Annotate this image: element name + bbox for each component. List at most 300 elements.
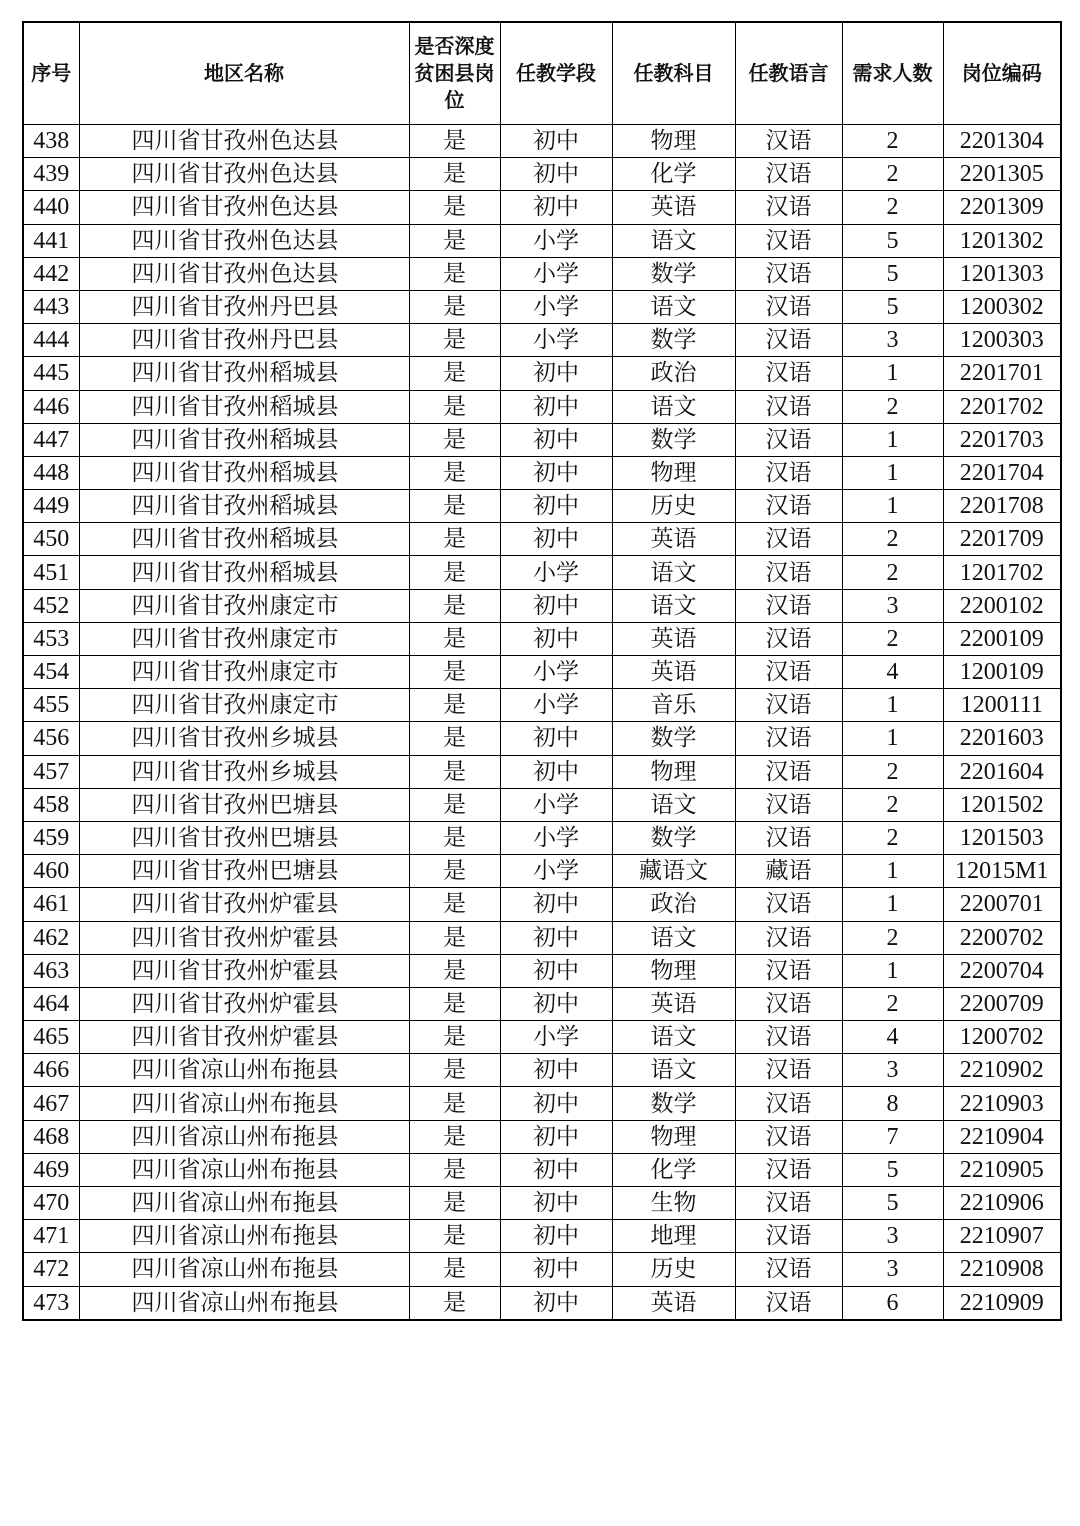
language-cell: 汉语: [735, 1120, 842, 1153]
code-cell: 2210906: [943, 1187, 1061, 1220]
language-cell: 汉语: [735, 324, 842, 357]
subject-cell: 英语: [612, 656, 735, 689]
table-row: [23, 423, 1061, 456]
seq-cell: 444: [23, 324, 79, 357]
table-row: [23, 1286, 1061, 1320]
region-cell: 四川省甘孜州稻城县: [79, 390, 409, 423]
count-cell: 5: [842, 1153, 943, 1186]
stage-cell: 初中: [500, 1153, 612, 1186]
count-cell: 2: [842, 390, 943, 423]
seq-cell: 471: [23, 1220, 79, 1253]
subject-cell: 数学: [612, 324, 735, 357]
code-cell: 2201309: [943, 191, 1061, 224]
code-cell: 1200303: [943, 324, 1061, 357]
region-cell: 四川省甘孜州康定市: [79, 589, 409, 622]
language-cell: 汉语: [735, 523, 842, 556]
seq-cell: 469: [23, 1153, 79, 1186]
count-cell: 2: [842, 523, 943, 556]
stage-cell: 小学: [500, 290, 612, 323]
stage-cell: 初中: [500, 921, 612, 954]
stage-cell: 初中: [500, 523, 612, 556]
code-cell: 2201305: [943, 158, 1061, 191]
table-row: [23, 1187, 1061, 1220]
language-cell: 汉语: [735, 556, 842, 589]
count-cell: 2: [842, 622, 943, 655]
code-cell: 2210907: [943, 1220, 1061, 1253]
subject-cell: 地理: [612, 1220, 735, 1253]
language-cell: 汉语: [735, 1286, 842, 1320]
subject-cell: 数学: [612, 1087, 735, 1120]
table-row: [23, 125, 1061, 158]
table-row: [23, 1054, 1061, 1087]
region-cell: 四川省甘孜州色达县: [79, 125, 409, 158]
subject-cell: 历史: [612, 490, 735, 523]
header-code: 岗位编码: [943, 22, 1061, 125]
poverty-cell: 是: [409, 689, 500, 722]
region-cell: 四川省凉山州布拖县: [79, 1286, 409, 1320]
language-cell: 汉语: [735, 390, 842, 423]
language-cell: 汉语: [735, 191, 842, 224]
code-cell: 2201704: [943, 456, 1061, 489]
language-cell: 汉语: [735, 224, 842, 257]
subject-cell: 数学: [612, 722, 735, 755]
poverty-cell: 是: [409, 490, 500, 523]
region-cell: 四川省甘孜州色达县: [79, 224, 409, 257]
language-cell: 藏语: [735, 855, 842, 888]
table-row: [23, 755, 1061, 788]
language-cell: 汉语: [735, 257, 842, 290]
stage-cell: 初中: [500, 191, 612, 224]
seq-cell: 446: [23, 390, 79, 423]
table-row: [23, 158, 1061, 191]
count-cell: 1: [842, 689, 943, 722]
count-cell: 3: [842, 1054, 943, 1087]
count-cell: 5: [842, 1187, 943, 1220]
table-row: [23, 987, 1061, 1020]
stage-cell: 小学: [500, 556, 612, 589]
subject-cell: 数学: [612, 821, 735, 854]
poverty-cell: 是: [409, 1021, 500, 1054]
stage-cell: 小学: [500, 855, 612, 888]
poverty-cell: 是: [409, 1054, 500, 1087]
subject-cell: 生物: [612, 1187, 735, 1220]
region-cell: 四川省甘孜州巴塘县: [79, 855, 409, 888]
code-cell: 2201701: [943, 357, 1061, 390]
count-cell: 4: [842, 656, 943, 689]
seq-cell: 472: [23, 1253, 79, 1286]
code-cell: 1200702: [943, 1021, 1061, 1054]
table-row: [23, 523, 1061, 556]
stage-cell: 初中: [500, 755, 612, 788]
stage-cell: 小学: [500, 224, 612, 257]
seq-cell: 468: [23, 1120, 79, 1153]
table-body: [23, 125, 1061, 1320]
code-cell: 12015M1: [943, 855, 1061, 888]
code-cell: 2201702: [943, 390, 1061, 423]
poverty-cell: 是: [409, 556, 500, 589]
table-row: [23, 1021, 1061, 1054]
language-cell: 汉语: [735, 722, 842, 755]
count-cell: 2: [842, 125, 943, 158]
table-row: [23, 788, 1061, 821]
seq-cell: 450: [23, 523, 79, 556]
subject-cell: 数学: [612, 257, 735, 290]
poverty-cell: 是: [409, 224, 500, 257]
count-cell: 1: [842, 954, 943, 987]
subject-cell: 语文: [612, 1054, 735, 1087]
subject-cell: 语文: [612, 290, 735, 323]
language-cell: 汉语: [735, 788, 842, 821]
subject-cell: 物理: [612, 456, 735, 489]
table-row: [23, 556, 1061, 589]
code-cell: 1201502: [943, 788, 1061, 821]
code-cell: 2201603: [943, 722, 1061, 755]
seq-cell: 440: [23, 191, 79, 224]
region-cell: 四川省甘孜州乡城县: [79, 755, 409, 788]
language-cell: 汉语: [735, 755, 842, 788]
count-cell: 2: [842, 158, 943, 191]
subject-cell: 语文: [612, 1021, 735, 1054]
seq-cell: 443: [23, 290, 79, 323]
stage-cell: 小学: [500, 821, 612, 854]
seq-cell: 456: [23, 722, 79, 755]
poverty-cell: 是: [409, 423, 500, 456]
region-cell: 四川省凉山州布拖县: [79, 1054, 409, 1087]
count-cell: 2: [842, 556, 943, 589]
stage-cell: 初中: [500, 125, 612, 158]
code-cell: 2210904: [943, 1120, 1061, 1153]
table-row: [23, 888, 1061, 921]
language-cell: 汉语: [735, 954, 842, 987]
poverty-cell: 是: [409, 357, 500, 390]
language-cell: 汉语: [735, 423, 842, 456]
table-row: [23, 589, 1061, 622]
subject-cell: 语文: [612, 921, 735, 954]
poverty-cell: 是: [409, 888, 500, 921]
table-row: [23, 1087, 1061, 1120]
stage-cell: 小学: [500, 257, 612, 290]
code-cell: 2201708: [943, 490, 1061, 523]
count-cell: 1: [842, 357, 943, 390]
stage-cell: 初中: [500, 987, 612, 1020]
positions-table: [22, 21, 1062, 1321]
code-cell: 2200701: [943, 888, 1061, 921]
poverty-cell: 是: [409, 324, 500, 357]
stage-cell: 小学: [500, 656, 612, 689]
language-cell: 汉语: [735, 1153, 842, 1186]
language-cell: 汉语: [735, 357, 842, 390]
code-cell: 2201703: [943, 423, 1061, 456]
subject-cell: 藏语文: [612, 855, 735, 888]
seq-cell: 459: [23, 821, 79, 854]
count-cell: 1: [842, 888, 943, 921]
region-cell: 四川省甘孜州稻城县: [79, 357, 409, 390]
poverty-cell: 是: [409, 1286, 500, 1320]
language-cell: 汉语: [735, 1021, 842, 1054]
count-cell: 3: [842, 589, 943, 622]
count-cell: 2: [842, 788, 943, 821]
stage-cell: 初中: [500, 954, 612, 987]
subject-cell: 历史: [612, 1253, 735, 1286]
code-cell: 2201304: [943, 125, 1061, 158]
subject-cell: 英语: [612, 1286, 735, 1320]
stage-cell: 小学: [500, 1021, 612, 1054]
stage-cell: 初中: [500, 1187, 612, 1220]
poverty-cell: 是: [409, 1120, 500, 1153]
table-row: [23, 191, 1061, 224]
count-cell: 5: [842, 224, 943, 257]
table-row: [23, 722, 1061, 755]
region-cell: 四川省甘孜州巴塘县: [79, 821, 409, 854]
table-row: [23, 324, 1061, 357]
seq-cell: 460: [23, 855, 79, 888]
poverty-cell: 是: [409, 1153, 500, 1186]
region-cell: 四川省甘孜州康定市: [79, 656, 409, 689]
stage-cell: 初中: [500, 1220, 612, 1253]
language-cell: 汉语: [735, 1253, 842, 1286]
seq-cell: 447: [23, 423, 79, 456]
subject-cell: 物理: [612, 755, 735, 788]
stage-cell: 初中: [500, 1253, 612, 1286]
poverty-cell: 是: [409, 257, 500, 290]
seq-cell: 458: [23, 788, 79, 821]
header-subject: 任教科目: [612, 22, 735, 125]
count-cell: 1: [842, 423, 943, 456]
language-cell: 汉语: [735, 158, 842, 191]
table-row: [23, 622, 1061, 655]
count-cell: 2: [842, 191, 943, 224]
seq-cell: 448: [23, 456, 79, 489]
region-cell: 四川省甘孜州炉霍县: [79, 1021, 409, 1054]
stage-cell: 初中: [500, 722, 612, 755]
count-cell: 2: [842, 755, 943, 788]
stage-cell: 初中: [500, 1087, 612, 1120]
language-cell: 汉语: [735, 456, 842, 489]
region-cell: 四川省凉山州布拖县: [79, 1220, 409, 1253]
region-cell: 四川省甘孜州炉霍县: [79, 888, 409, 921]
language-cell: 汉语: [735, 490, 842, 523]
subject-cell: 化学: [612, 1153, 735, 1186]
poverty-cell: 是: [409, 954, 500, 987]
language-cell: 汉语: [735, 125, 842, 158]
subject-cell: 语文: [612, 788, 735, 821]
region-cell: 四川省凉山州布拖县: [79, 1253, 409, 1286]
stage-cell: 初中: [500, 158, 612, 191]
seq-cell: 441: [23, 224, 79, 257]
count-cell: 1: [842, 456, 943, 489]
table-row: [23, 855, 1061, 888]
region-cell: 四川省凉山州布拖县: [79, 1153, 409, 1186]
count-cell: 1: [842, 855, 943, 888]
count-cell: 3: [842, 1253, 943, 1286]
header-region: 地区名称: [79, 22, 409, 125]
count-cell: 3: [842, 324, 943, 357]
subject-cell: 物理: [612, 125, 735, 158]
header-count: 需求人数: [842, 22, 943, 125]
poverty-cell: 是: [409, 656, 500, 689]
count-cell: 6: [842, 1286, 943, 1320]
seq-cell: 438: [23, 125, 79, 158]
region-cell: 四川省甘孜州稻城县: [79, 556, 409, 589]
stage-cell: 初中: [500, 622, 612, 655]
seq-cell: 473: [23, 1286, 79, 1320]
region-cell: 四川省甘孜州色达县: [79, 257, 409, 290]
seq-cell: 455: [23, 689, 79, 722]
stage-cell: 初中: [500, 357, 612, 390]
stage-cell: 初中: [500, 1120, 612, 1153]
table-row: [23, 1253, 1061, 1286]
code-cell: 2201604: [943, 755, 1061, 788]
seq-cell: 439: [23, 158, 79, 191]
seq-cell: 466: [23, 1054, 79, 1087]
poverty-cell: 是: [409, 158, 500, 191]
subject-cell: 化学: [612, 158, 735, 191]
code-cell: 2200702: [943, 921, 1061, 954]
table-row: [23, 921, 1061, 954]
language-cell: 汉语: [735, 1187, 842, 1220]
header-row: [23, 22, 1061, 125]
stage-cell: 小学: [500, 689, 612, 722]
subject-cell: 英语: [612, 622, 735, 655]
subject-cell: 英语: [612, 191, 735, 224]
code-cell: 2200109: [943, 622, 1061, 655]
table-row: [23, 656, 1061, 689]
header-language: 任教语言: [735, 22, 842, 125]
poverty-cell: 是: [409, 125, 500, 158]
subject-cell: 英语: [612, 523, 735, 556]
poverty-cell: 是: [409, 1087, 500, 1120]
subject-cell: 语文: [612, 556, 735, 589]
poverty-cell: 是: [409, 755, 500, 788]
code-cell: 1201303: [943, 257, 1061, 290]
subject-cell: 政治: [612, 357, 735, 390]
stage-cell: 小学: [500, 324, 612, 357]
language-cell: 汉语: [735, 656, 842, 689]
code-cell: 2210909: [943, 1286, 1061, 1320]
region-cell: 四川省凉山州布拖县: [79, 1187, 409, 1220]
code-cell: 2210905: [943, 1153, 1061, 1186]
code-cell: 2210902: [943, 1054, 1061, 1087]
language-cell: 汉语: [735, 1087, 842, 1120]
poverty-cell: 是: [409, 290, 500, 323]
region-cell: 四川省甘孜州炉霍县: [79, 987, 409, 1020]
seq-cell: 457: [23, 755, 79, 788]
poverty-cell: 是: [409, 987, 500, 1020]
count-cell: 7: [842, 1120, 943, 1153]
seq-cell: 467: [23, 1087, 79, 1120]
code-cell: 1200302: [943, 290, 1061, 323]
region-cell: 四川省甘孜州康定市: [79, 622, 409, 655]
poverty-cell: 是: [409, 855, 500, 888]
code-cell: 2210908: [943, 1253, 1061, 1286]
seq-cell: 449: [23, 490, 79, 523]
code-cell: 2210903: [943, 1087, 1061, 1120]
poverty-cell: 是: [409, 1187, 500, 1220]
region-cell: 四川省甘孜州炉霍县: [79, 921, 409, 954]
region-cell: 四川省甘孜州丹巴县: [79, 324, 409, 357]
seq-cell: 465: [23, 1021, 79, 1054]
poverty-cell: 是: [409, 1220, 500, 1253]
count-cell: 3: [842, 1220, 943, 1253]
table-row: [23, 390, 1061, 423]
code-cell: 2200709: [943, 987, 1061, 1020]
region-cell: 四川省甘孜州色达县: [79, 158, 409, 191]
table-row: [23, 456, 1061, 489]
seq-cell: 463: [23, 954, 79, 987]
poverty-cell: 是: [409, 722, 500, 755]
subject-cell: 政治: [612, 888, 735, 921]
poverty-cell: 是: [409, 390, 500, 423]
table-row: [23, 954, 1061, 987]
count-cell: 2: [842, 821, 943, 854]
seq-cell: 445: [23, 357, 79, 390]
subject-cell: 语文: [612, 589, 735, 622]
language-cell: 汉语: [735, 290, 842, 323]
code-cell: 1200109: [943, 656, 1061, 689]
language-cell: 汉语: [735, 821, 842, 854]
table-row: [23, 821, 1061, 854]
region-cell: 四川省甘孜州色达县: [79, 191, 409, 224]
region-cell: 四川省甘孜州乡城县: [79, 722, 409, 755]
subject-cell: 数学: [612, 423, 735, 456]
count-cell: 5: [842, 290, 943, 323]
poverty-cell: 是: [409, 1253, 500, 1286]
header-seq: 序号: [23, 22, 79, 125]
subject-cell: 物理: [612, 1120, 735, 1153]
stage-cell: 初中: [500, 888, 612, 921]
region-cell: 四川省甘孜州炉霍县: [79, 954, 409, 987]
seq-cell: 453: [23, 622, 79, 655]
subject-cell: 语文: [612, 224, 735, 257]
table-row: [23, 689, 1061, 722]
seq-cell: 452: [23, 589, 79, 622]
stage-cell: 初中: [500, 589, 612, 622]
stage-cell: 小学: [500, 788, 612, 821]
language-cell: 汉语: [735, 622, 842, 655]
code-cell: 1201503: [943, 821, 1061, 854]
stage-cell: 初中: [500, 423, 612, 456]
table-row: [23, 257, 1061, 290]
poverty-cell: 是: [409, 921, 500, 954]
header-poverty: 是否深度贫困县岗位: [409, 22, 500, 125]
poverty-cell: 是: [409, 821, 500, 854]
count-cell: 8: [842, 1087, 943, 1120]
code-cell: 2200102: [943, 589, 1061, 622]
language-cell: 汉语: [735, 1054, 842, 1087]
table-row: [23, 1120, 1061, 1153]
language-cell: 汉语: [735, 689, 842, 722]
seq-cell: 451: [23, 556, 79, 589]
seq-cell: 470: [23, 1187, 79, 1220]
region-cell: 四川省凉山州布拖县: [79, 1087, 409, 1120]
table-row: [23, 1220, 1061, 1253]
region-cell: 四川省甘孜州稻城县: [79, 490, 409, 523]
region-cell: 四川省甘孜州巴塘县: [79, 788, 409, 821]
region-cell: 四川省甘孜州稻城县: [79, 456, 409, 489]
poverty-cell: 是: [409, 523, 500, 556]
poverty-cell: 是: [409, 788, 500, 821]
region-cell: 四川省甘孜州康定市: [79, 689, 409, 722]
table-row: [23, 357, 1061, 390]
subject-cell: 语文: [612, 390, 735, 423]
table-row: [23, 1153, 1061, 1186]
stage-cell: 初中: [500, 1054, 612, 1087]
poverty-cell: 是: [409, 456, 500, 489]
code-cell: 1200111: [943, 689, 1061, 722]
stage-cell: 初中: [500, 1286, 612, 1320]
seq-cell: 462: [23, 921, 79, 954]
language-cell: 汉语: [735, 987, 842, 1020]
